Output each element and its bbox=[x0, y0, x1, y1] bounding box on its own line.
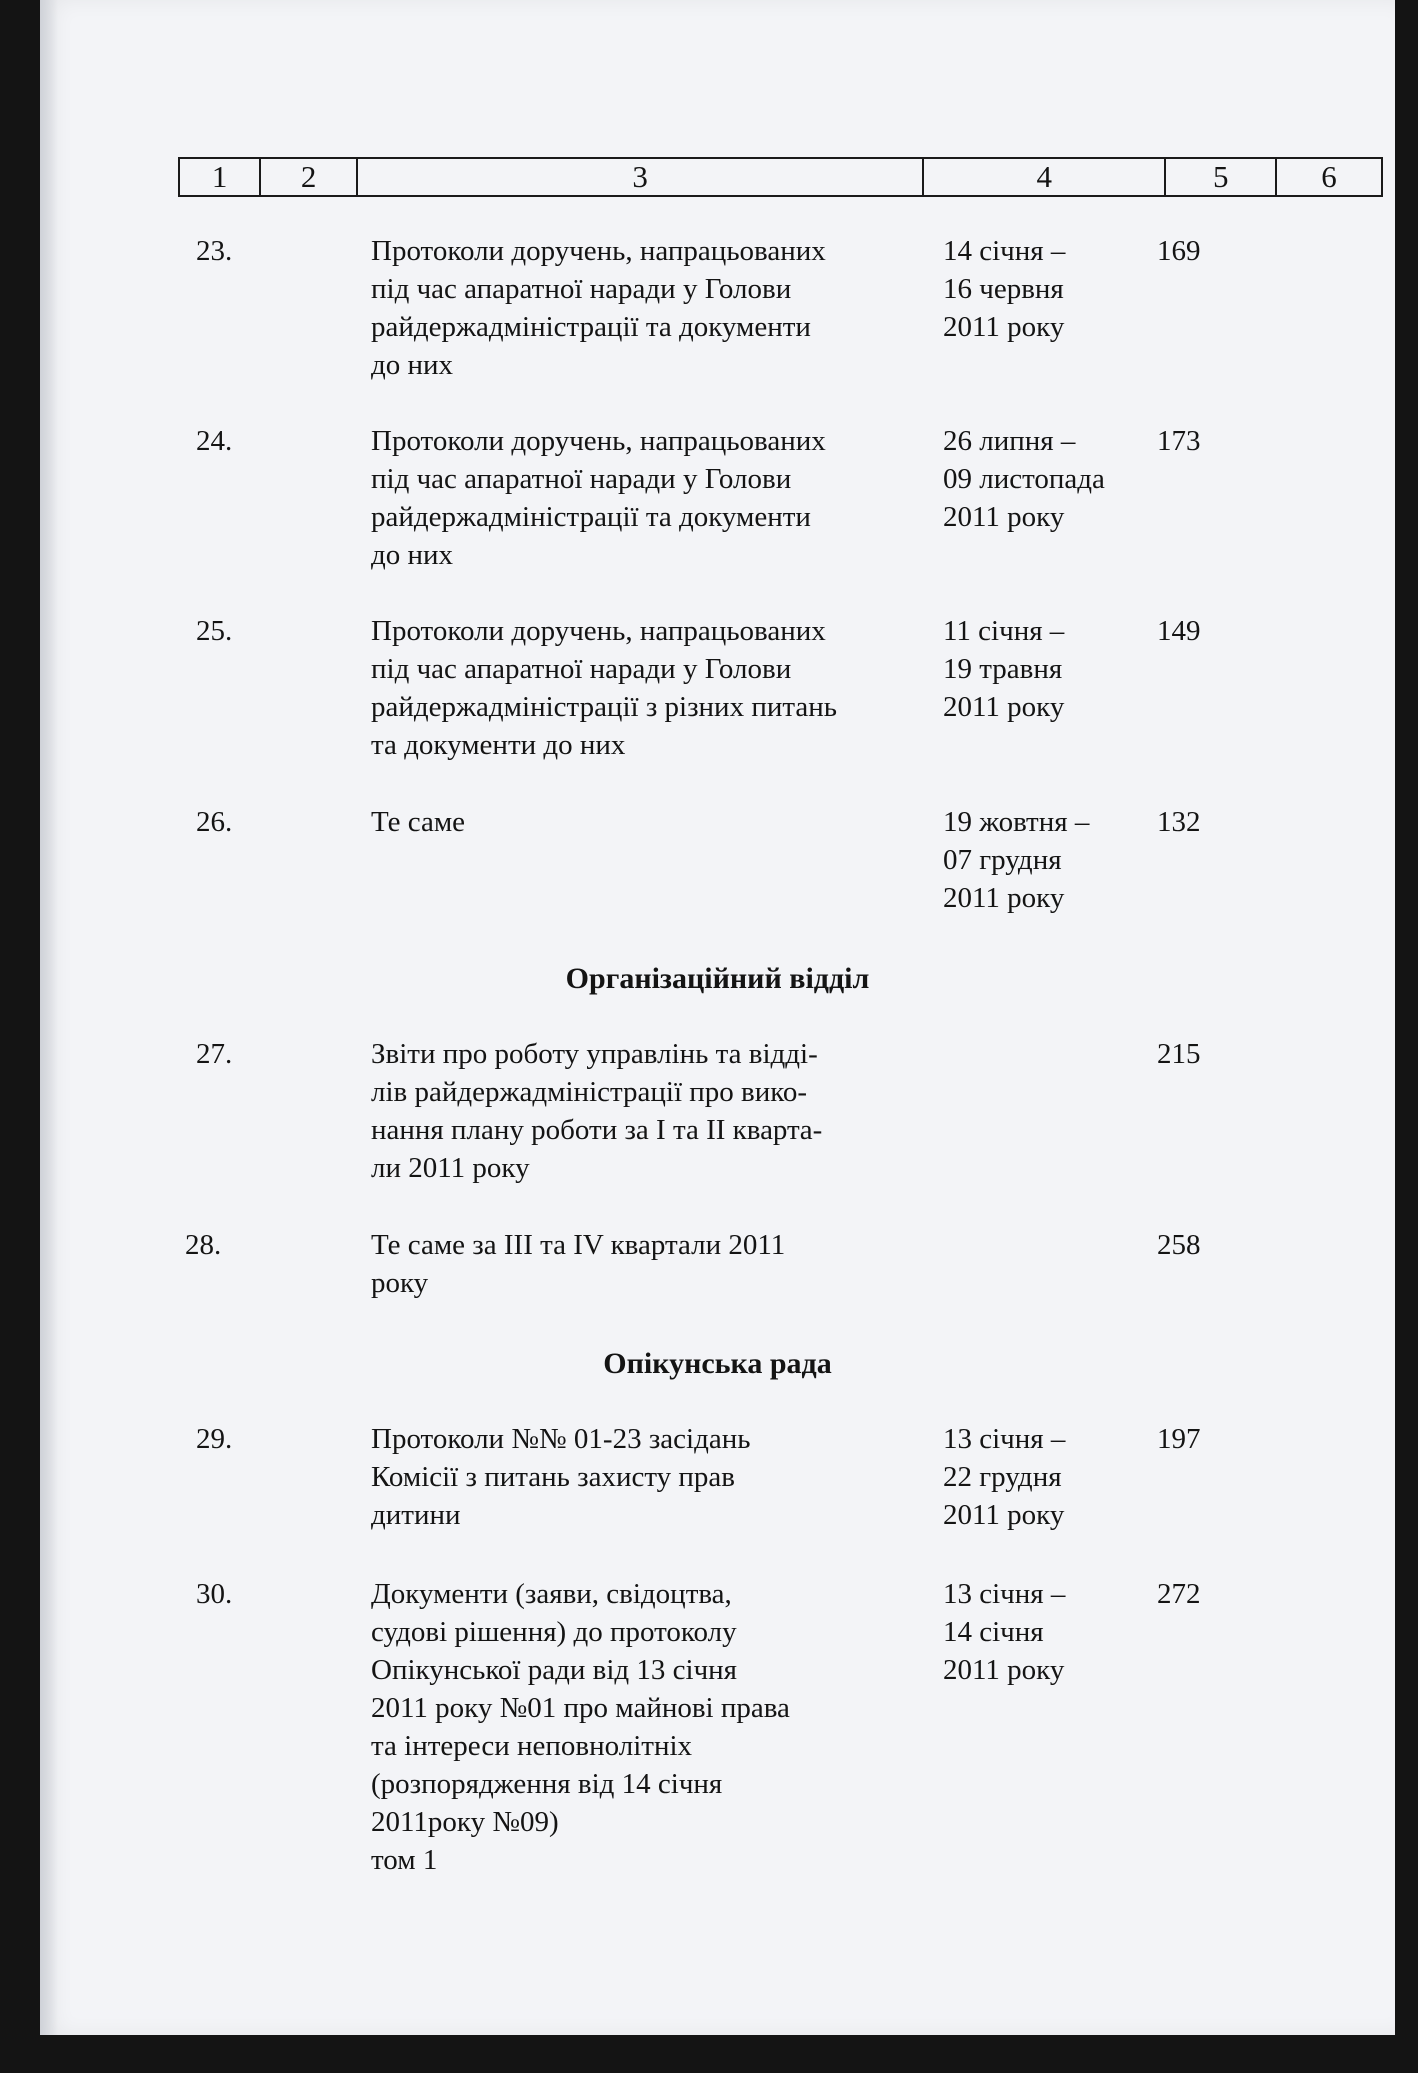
dates-line: 13 січня – bbox=[943, 1578, 1066, 1610]
description-line: лів райдержадміністрації про вико- bbox=[371, 1076, 808, 1108]
description-line: Протоколи доручень, напрацьованих bbox=[371, 615, 826, 647]
dates-line: 11 січня – bbox=[943, 615, 1065, 647]
dates-line: 07 грудня bbox=[943, 844, 1062, 876]
dates-line: 2011 року bbox=[943, 501, 1065, 533]
description-line: нання плану роботи за І та ІІ квартa- bbox=[371, 1114, 823, 1146]
description-line: Документи (заяви, свідоцтва, bbox=[371, 1578, 732, 1610]
description-line: до них bbox=[371, 349, 454, 381]
dates-line: 2011 року bbox=[943, 1654, 1065, 1686]
description-line: Те саме за ІІІ та ІV квартали 2011 bbox=[371, 1229, 786, 1261]
column-header-5: 5 bbox=[1165, 158, 1276, 196]
description-line: Комісії з питань захисту прав bbox=[371, 1461, 735, 1493]
description-line: року bbox=[371, 1267, 429, 1299]
dates-line: 2011 року bbox=[943, 311, 1065, 343]
description-line: Протоколи доручень, напрацьованих bbox=[371, 235, 826, 267]
description-line: (розпорядження від 14 січня bbox=[371, 1768, 723, 1800]
entry-dates bbox=[943, 1575, 1183, 1689]
column-header-6: 6 bbox=[1276, 158, 1382, 196]
entry-description bbox=[371, 1226, 931, 1302]
dates-line: 22 грудня bbox=[943, 1461, 1062, 1493]
dates-line: 2011 року bbox=[943, 882, 1065, 914]
description-line: судові рішення) до протоколу bbox=[371, 1616, 737, 1648]
entry-description bbox=[371, 1420, 931, 1534]
entry-dates bbox=[943, 422, 1183, 536]
description-line: Опікунської ради від 13 січня bbox=[371, 1654, 738, 1686]
description-line: 2011 року №01 про майнові права bbox=[371, 1692, 790, 1724]
description-line: під час апаратної наради у Голови bbox=[371, 273, 792, 305]
entry-description bbox=[371, 612, 931, 764]
section-heading bbox=[40, 960, 1395, 998]
dates-line: 19 жовтня – bbox=[943, 806, 1090, 838]
entry-page-count: 258 bbox=[1157, 1229, 1201, 1261]
entry-description bbox=[371, 1575, 931, 1879]
entry-number: 28. bbox=[185, 1229, 222, 1261]
column-header-2: 2 bbox=[260, 158, 357, 196]
entry-page-count: 272 bbox=[1157, 1578, 1201, 1610]
entry-dates bbox=[943, 1420, 1183, 1534]
entry-page-count: 215 bbox=[1157, 1038, 1201, 1070]
entry-number: 26. bbox=[196, 806, 233, 838]
dates-line: 2011 року bbox=[943, 1499, 1065, 1531]
description-line: Звіти про роботу управлінь та відді- bbox=[371, 1038, 818, 1070]
entry-number: 25. bbox=[196, 615, 233, 647]
entry-number: 29. bbox=[196, 1423, 233, 1455]
entry-number: 27. bbox=[196, 1038, 233, 1070]
description-line: та інтереси неповнолітніх bbox=[371, 1730, 693, 1762]
description-line: райдержадміністрації та документи bbox=[371, 311, 811, 343]
dates-line: 13 січня – bbox=[943, 1423, 1066, 1455]
description-line: райдержадміністрації з різних питань bbox=[371, 691, 838, 723]
entry-page-count: 197 bbox=[1157, 1423, 1201, 1455]
dates-line: 26 липня – bbox=[943, 425, 1076, 457]
description-line: до них bbox=[371, 539, 454, 571]
dates-line: 16 червня bbox=[943, 273, 1064, 305]
description-line: Протоколи №№ 01-23 засідань bbox=[371, 1423, 751, 1455]
section-heading bbox=[40, 1345, 1395, 1383]
column-header-3: 3 bbox=[357, 158, 923, 196]
entry-page-count: 149 bbox=[1157, 615, 1201, 647]
description-line: Те саме bbox=[371, 806, 466, 838]
document-page bbox=[40, 0, 1395, 2035]
entry-page-count: 132 bbox=[1157, 806, 1201, 838]
entry-dates bbox=[943, 232, 1183, 346]
dates-line: 14 січня – bbox=[943, 235, 1066, 267]
entry-description bbox=[371, 232, 931, 384]
section-heading-text: Опікунська рада bbox=[603, 1347, 832, 1380]
dates-line: 2011 року bbox=[943, 691, 1065, 723]
description-line: та документи до них bbox=[371, 729, 626, 761]
description-line: дитини bbox=[371, 1499, 461, 1531]
entry-number: 23. bbox=[196, 235, 233, 267]
description-line: під час апаратної наради у Голови bbox=[371, 463, 792, 495]
description-line: том 1 bbox=[371, 1844, 438, 1876]
column-header-table bbox=[178, 157, 1383, 197]
dates-line: 09 листопада bbox=[943, 463, 1105, 495]
description-line: Протоколи доручень, напрацьованих bbox=[371, 425, 826, 457]
column-header-row bbox=[179, 158, 1382, 196]
description-line: під час апаратної наради у Голови bbox=[371, 653, 792, 685]
section-heading-text: Організаційний відділ bbox=[565, 962, 870, 995]
dates-line: 19 травня bbox=[943, 653, 1063, 685]
column-header-4: 4 bbox=[923, 158, 1165, 196]
entry-dates bbox=[943, 803, 1183, 917]
description-line: 2011року №09) bbox=[371, 1806, 559, 1838]
column-header-1: 1 bbox=[179, 158, 260, 196]
entry-number: 24. bbox=[196, 425, 233, 457]
entry-description bbox=[371, 1035, 931, 1187]
entry-page-count: 169 bbox=[1157, 235, 1201, 267]
entry-description bbox=[371, 422, 931, 574]
entry-description bbox=[371, 803, 931, 841]
entry-number: 30. bbox=[196, 1578, 233, 1610]
dates-line: 14 січня bbox=[943, 1616, 1044, 1648]
description-line: ли 2011 року bbox=[371, 1152, 530, 1184]
description-line: райдержадміністрації та документи bbox=[371, 501, 811, 533]
entry-dates bbox=[943, 612, 1183, 726]
entry-page-count: 173 bbox=[1157, 425, 1201, 457]
